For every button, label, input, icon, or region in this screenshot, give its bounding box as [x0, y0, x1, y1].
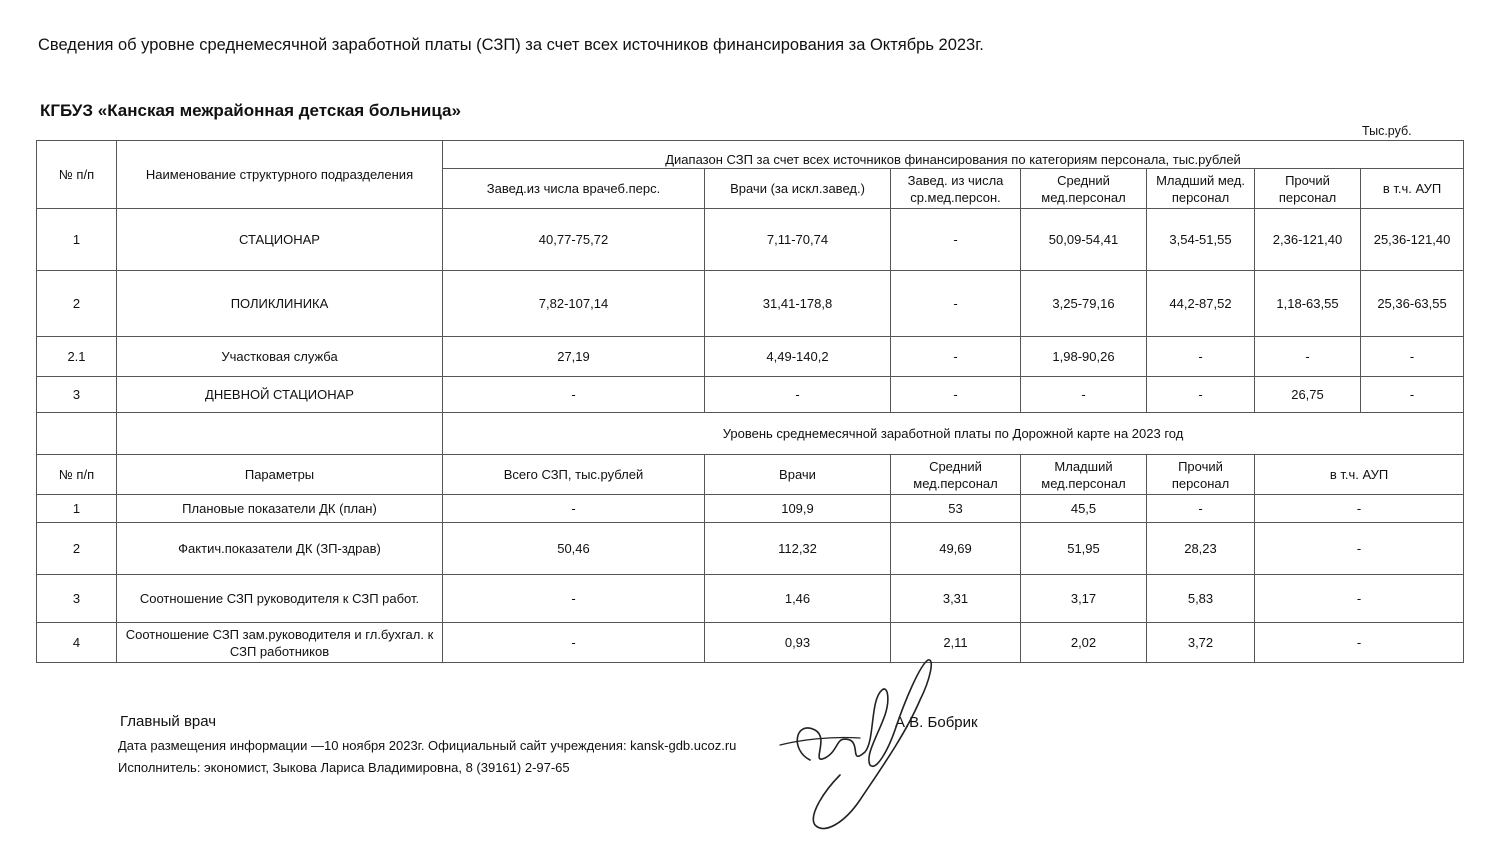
range-header: Диапазон СЗП за счет всех источников финансирования по категориям персонала, тыс.рублей	[443, 141, 1464, 169]
cell-value: 2,11	[891, 623, 1021, 663]
cell-value: 40,77-75,72	[443, 209, 705, 271]
col-header: Врачи	[705, 455, 891, 495]
cell-value: 44,2-87,52	[1147, 271, 1255, 337]
executor-info: Исполнитель: экономист, Зыкова Лариса Владимировна, 8 (39161) 2-97-65	[118, 760, 570, 775]
cell-value: -	[443, 575, 705, 623]
table-row	[37, 377, 1464, 413]
col-header: Средний мед.персонал	[1021, 169, 1147, 209]
cell-value: -	[891, 209, 1021, 271]
col-params-header: Параметры	[117, 455, 443, 495]
organization-name: КГБУЗ «Канская межрайонная детская больница»	[40, 101, 461, 120]
col-name-header: Наименование структурного подразделения	[117, 141, 443, 209]
cell-value: -	[891, 337, 1021, 377]
cell-value: 0,93	[705, 623, 891, 663]
cell-value: 31,41-178,8	[705, 271, 891, 337]
roadmap-table	[36, 454, 1464, 663]
table-row	[37, 271, 1464, 337]
col-header: в т.ч. АУП	[1361, 169, 1464, 209]
col-header: Младший мед. персонал	[1147, 169, 1255, 209]
col-header: в т.ч. АУП	[1255, 455, 1464, 495]
col-num-header: № п/п	[37, 455, 117, 495]
cell-value: 3,31	[891, 575, 1021, 623]
row-num: 1	[37, 209, 117, 271]
cell-value: 7,82-107,14	[443, 271, 705, 337]
row-num: 2.1	[37, 337, 117, 377]
table-row	[37, 495, 1464, 523]
col-header: Прочий персонал	[1255, 169, 1361, 209]
cell-value: 4,49-140,2	[705, 337, 891, 377]
row-num: 1	[37, 495, 117, 523]
cell-value: 25,36-63,55	[1361, 271, 1464, 337]
cell-value: 112,32	[705, 523, 891, 575]
cell-value: 3,17	[1021, 575, 1147, 623]
unit-note: Тыс.руб.	[1362, 124, 1412, 138]
cell-value: 49,69	[891, 523, 1021, 575]
cell-value: -	[1361, 337, 1464, 377]
row-name: ПОЛИКЛИНИКА	[117, 271, 443, 337]
table-row	[37, 575, 1464, 623]
salary-range-table	[36, 140, 1464, 455]
cell-value: 1,18-63,55	[1255, 271, 1361, 337]
table-row	[37, 209, 1464, 271]
cell-value: 50,09-54,41	[1021, 209, 1147, 271]
cell-value: 53	[891, 495, 1021, 523]
cell-value: -	[705, 377, 891, 413]
cell-value: 25,36-121,40	[1361, 209, 1464, 271]
cell-value: -	[443, 495, 705, 523]
document-title: Сведения об уровне среднемесячной заработной платы (СЗП) за счет всех источников финансирования за Октябрь 2023г.	[38, 36, 984, 54]
cell-value: 1,98-90,26	[1021, 337, 1147, 377]
cell-value: -	[1255, 575, 1464, 623]
cell-value: 45,5	[1021, 495, 1147, 523]
table-header-row	[37, 141, 1464, 169]
row-num: 4	[37, 623, 117, 663]
row-name: Соотношение СЗП руководителя к СЗП работ.	[117, 575, 443, 623]
signature-image	[770, 640, 940, 835]
cell-value: -	[1021, 377, 1147, 413]
cell-value: 3,25-79,16	[1021, 271, 1147, 337]
table-row	[37, 337, 1464, 377]
row-name: Плановые показатели ДК (план)	[117, 495, 443, 523]
cell-value: 28,23	[1147, 523, 1255, 575]
row-num: 3	[37, 377, 117, 413]
cell-value: -	[1255, 495, 1464, 523]
cell-value: 3,72	[1147, 623, 1255, 663]
cell-value: 51,95	[1021, 523, 1147, 575]
table-row	[37, 623, 1464, 663]
cell-value: 109,9	[705, 495, 891, 523]
cell-value: -	[1361, 377, 1464, 413]
row-num: 2	[37, 523, 117, 575]
col-header: Врачи (за искл.завед.)	[705, 169, 891, 209]
chief-doctor-name: А.В. Бобрик	[895, 714, 978, 731]
cell-value: 2,36-121,40	[1255, 209, 1361, 271]
cell-value: -	[443, 377, 705, 413]
cell-value: 2,02	[1021, 623, 1147, 663]
row-name: СТАЦИОНАР	[117, 209, 443, 271]
col-num-header: № п/п	[37, 141, 117, 209]
col-header: Средний мед.персонал	[891, 455, 1021, 495]
cell-value: 1,46	[705, 575, 891, 623]
cell-value: -	[1147, 495, 1255, 523]
row-name: Фактич.показатели ДК (ЗП-здрав)	[117, 523, 443, 575]
cell-value: 50,46	[443, 523, 705, 575]
empty-cell	[37, 413, 117, 455]
col-header: Всего СЗП, тыс.рублей	[443, 455, 705, 495]
col-header: Завед.из числа врачеб.перс.	[443, 169, 705, 209]
cell-value: -	[1255, 623, 1464, 663]
cell-value: -	[891, 271, 1021, 337]
cell-value: 27,19	[443, 337, 705, 377]
empty-cell	[117, 413, 443, 455]
cell-value: -	[443, 623, 705, 663]
row-num: 3	[37, 575, 117, 623]
cell-value: -	[891, 377, 1021, 413]
publication-info: Дата размещения информации —10 ноября 2023г. Официальный сайт учреждения: kansk-gdb.ucoz.ru	[118, 738, 737, 753]
row-name: Участковая служба	[117, 337, 443, 377]
table-header-row	[37, 455, 1464, 495]
cell-value: -	[1255, 523, 1464, 575]
cell-value: 5,83	[1147, 575, 1255, 623]
table-row	[37, 523, 1464, 575]
row-name: Соотношение СЗП зам.руководителя и гл.бухгал. к СЗП работников	[117, 623, 443, 663]
row-num: 2	[37, 271, 117, 337]
cell-value: 7,11-70,74	[705, 209, 891, 271]
level-header: Уровень среднемесячной заработной платы по Дорожной карте на 2023 год	[443, 413, 1464, 455]
col-header: Прочий персонал	[1147, 455, 1255, 495]
cell-value: 26,75	[1255, 377, 1361, 413]
chief-doctor-label: Главный врач	[120, 713, 217, 730]
cell-value: -	[1255, 337, 1361, 377]
cell-value: -	[1147, 337, 1255, 377]
row-name: ДНЕВНОЙ СТАЦИОНАР	[117, 377, 443, 413]
level-header-row	[37, 413, 1464, 455]
col-header: Младший мед.персонал	[1021, 455, 1147, 495]
cell-value: -	[1147, 377, 1255, 413]
cell-value: 3,54-51,55	[1147, 209, 1255, 271]
col-header: Завед. из числа ср.мед.персон.	[891, 169, 1021, 209]
